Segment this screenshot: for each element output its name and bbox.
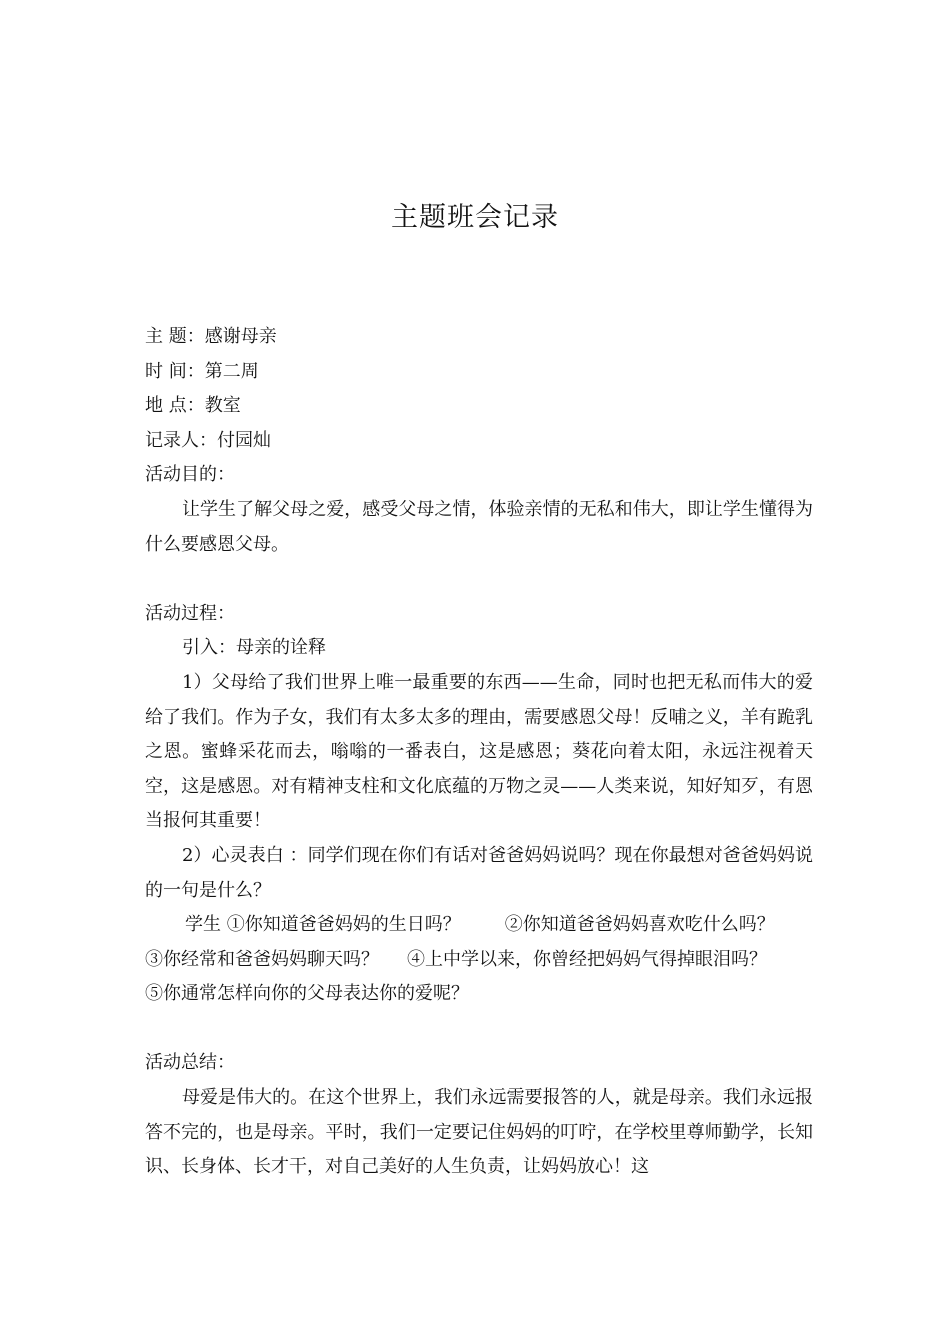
process-heading: 活动过程： [145,602,235,624]
process-paragraph-2: 2）心灵表白 ：同学们现在你们有话对爸爸妈妈说吗？现在你最想对爸爸妈妈说的一句是什么？ [145,844,813,901]
questions-row-1 [145,908,813,943]
blank-line [145,1012,813,1047]
meta-topic: 主 题：感谢母亲 [145,326,277,347]
process-intro: 引入：母亲的诠释 [182,637,326,659]
blank-line [145,562,813,597]
summary-heading: 活动总结： [145,1052,235,1074]
page-title: 主题班会记录 [391,202,559,233]
students-label: 学生 [185,914,221,936]
question-3: ③你经常和爸爸妈妈聊天吗？ [145,948,379,970]
questions-row-2 [145,943,813,978]
question-1: ①你知道爸爸妈妈的生日吗？ [226,914,461,936]
meta-time: 时 间：第二周 [145,360,259,382]
document-body [145,320,813,1185]
purpose-heading: 活动目的： [145,464,235,486]
questions-row-3 [145,977,813,1012]
summary-text: 母爱是伟大的。在这个世界上，我们永远需要报答的人，就是母亲。我们永远报答不完的，也是母亲。平时，我们一定要记住妈妈的叮咛，在学校里尊师勤学，长知识、长身体、长才干，对自己美好的人生负责，让妈妈放心！这 [145,1087,813,1178]
meta-recorder: 记录人：付园灿 [145,429,271,451]
question-5: ⑤你通常怎样向你的父母表达你的爱呢？ [145,983,469,1005]
question-4: ④上中学以来，你曾经把妈妈气得掉眼泪吗？ [407,948,767,970]
question-2: ②你知道爸爸妈妈喜欢吃什么吗？ [504,914,775,936]
purpose-text: 让学生了解父母之爱，感受父母之情，体验亲情的无私和伟大，即让学生懂得为什么要感恩父母。 [145,498,813,555]
process-paragraph-1: 1）父母给了我们世界上唯一最重要的东西——生命，同时也把无私而伟大的爱给了我们。作为子女，我们有太多太多的理由，需要感恩父母！反哺之义，羊有跪乳之恩。蜜蜂采花而去，嗡嗡的一番表白，这是感恩；葵花向着太阳，永远注视着天空，这是感恩。对有精神支柱和文化底蕴的万物之灵——人类来说，知好知歹，有恩当报何其重要！ [145,671,813,832]
meta-place: 地 点：教室 [145,395,241,417]
